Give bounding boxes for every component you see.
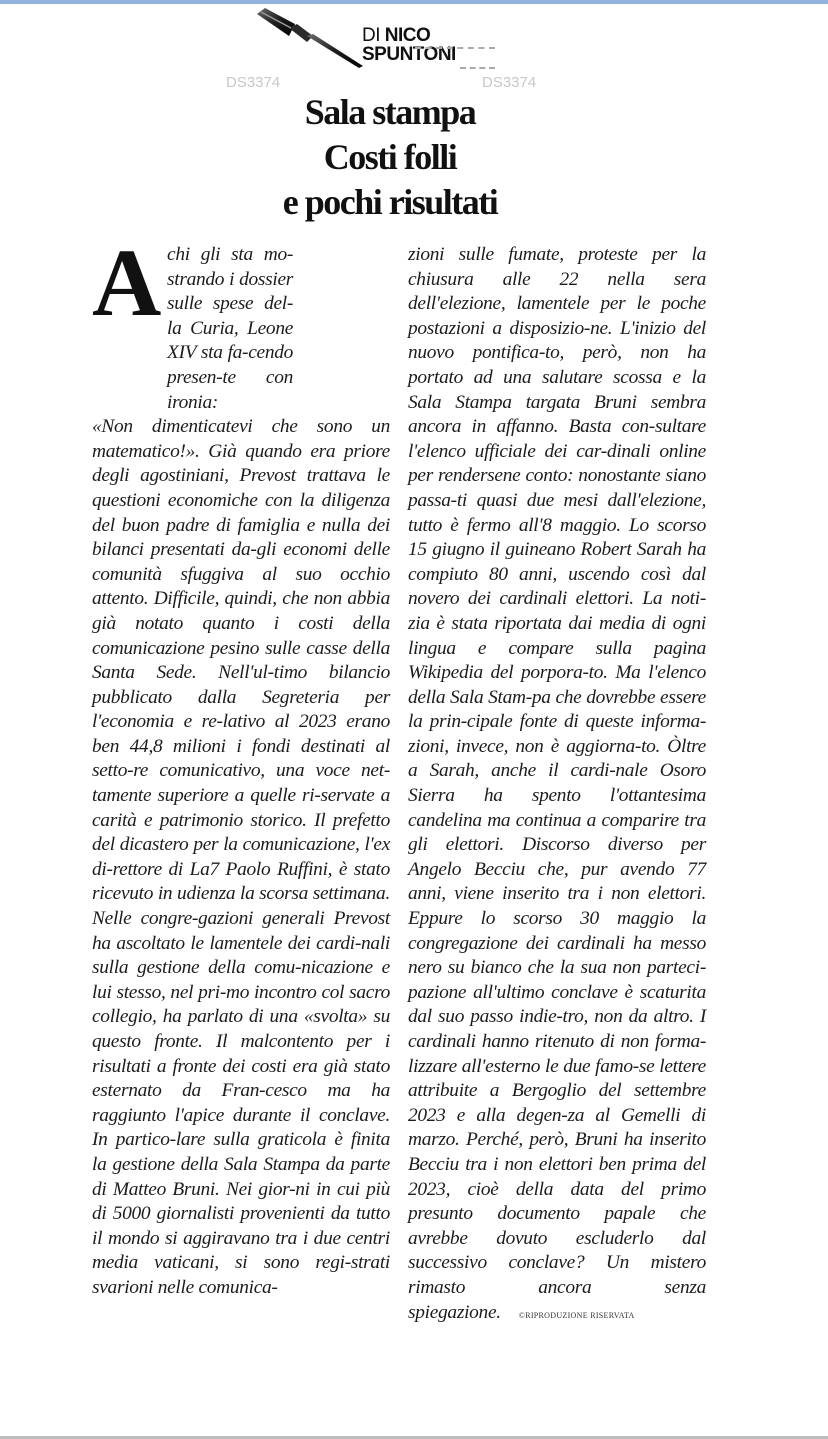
- byline-dash-line: [460, 67, 495, 69]
- fountain-pen-icon: [255, 6, 375, 70]
- article-body-right: zioni sulle fumate, proteste per la chiusura alle 22 nella sera dell'elezione, lamentele per le poche postazioni a disposizio-ne. L'inizio del nuovo pontifica-to, però, non ha portato ad una salutare scossa e la Sala Stampa targata Bruni sembra ancora in affanno. Basta con-sultare l'elenco ufficiale dei car-dinali online per rendersene conto: nonostante siano passa-ti quasi due mesi dall'elezione, tutto è fermo all'8 maggio. Lo scorso 15 giugno il guineano Robert Sarah ha compiuto 80 anni, uscendo così dal novero dei cardinali elettori. La noti-zia è stata riportata dai media di ogni lingua e compare sulla pagina Wikipedia del porpora-to. Ma l'elenco della Sala Stam-pa che dovrebbe essere la prin-cipale fonte di queste informa-zioni, invece, non è aggiorna-to. Òltre a Sarah, anche il cardi-nale Osoro Sierra ha spento l'ottantesima candelina ma continua a comparire tra gli elettori. Discorso diverso per Angelo Becciu che, pur avendo 77 anni, viene inserito tra i non elettori. Eppure lo scorso 30 maggio la congregazione dei cardinali ha messo nero su bianco che la sua non parteci-pazione all'ultimo conclave è scaturita dal suo passo indie-tro, non da altro. I cardinali hanno ritenuto di non forma-lizzare all'esterno le due famo-se lettere attribuite a Bergoglio del settembre 2023 e alla degen-za al Gemelli di marzo. Perché, però, Bruni ha inserito Becciu tra i non elettori ben prima del 2023, cioè della data del primo presunto documento papale che avrebbe dovuto escluderlo dal successivo conclave? Un mistero rimasto ancora senza spiegazione.: [408, 244, 706, 1323]
- drop-cap: A: [92, 229, 162, 336]
- article-intro: chi gli sta mo-strando i dossier sulle spese del-la Curia, Leone XIV sta fa-cendo presen-te con ironia:: [167, 244, 294, 413]
- headline: Sala stampa Costi folli e pochi risultati: [282, 92, 498, 222]
- article-column-right: [408, 243, 706, 1328]
- author-name: DI NICO SPUNTONI: [362, 25, 456, 65]
- byline: [255, 6, 555, 70]
- watermark-right: DS3374: [482, 74, 537, 91]
- byline-dash-line: [415, 47, 495, 49]
- article-column-left: [92, 229, 390, 1301]
- top-border: [0, 0, 828, 4]
- watermark-left: DS3374: [226, 74, 281, 91]
- article-body-left: «Non dimenticatevi che sono un matematico!». Già quando era priore degli agostiniani, Prevost trattava le questioni economiche con la diligenza del buon padre di famiglia e nulla dei bilanci presentati da-gli economi delle comunità sfuggiva al suo occhio attento. Difficile, quindi, che non abbia già notato quanto i costi della comunicazione pesino sulle casse della Santa Sede. Nell'ul-timo bilancio pubblicato dalla Segreteria per l'economia e re-lativo al 2023 erano ben 44,8 milioni i fondi destinati al setto-re comunicativo, una voce net-tamente superiore a quelle ri-servate a carità e patrimonio storico. Il prefetto del dicastero per la comunicazione, l'ex di-rettore di La7 Paolo Ruffini, è stato ricevuto in udienza la scorsa settimana. Nelle congre-gazioni generali Prevost ha ascoltato le lamentele dei cardi-nali sulla gestione della comu-nicazione e lui stesso, nel pri-mo incontro col sacro collegio, ha parlato di una «svolta» su questo fronte. Il malcontento per i risultati a fronte dei costi era già stato esternato da Fran-cesco ma ha raggiunto l'apice durante il conclave. In partico-lare sulla graticola è finita la gestione della Sala Stampa da parte di Matteo Bruni. Nei gior-ni in cui più di 5000 giornalisti provenienti da tutto il mondo si aggiravano tra i due centri media vaticani, si sono regi-strati svarioni nelle comunica-: [92, 416, 390, 1298]
- copyright-notice: ©RIPRODUZIONE RISERVATA: [518, 1310, 635, 1320]
